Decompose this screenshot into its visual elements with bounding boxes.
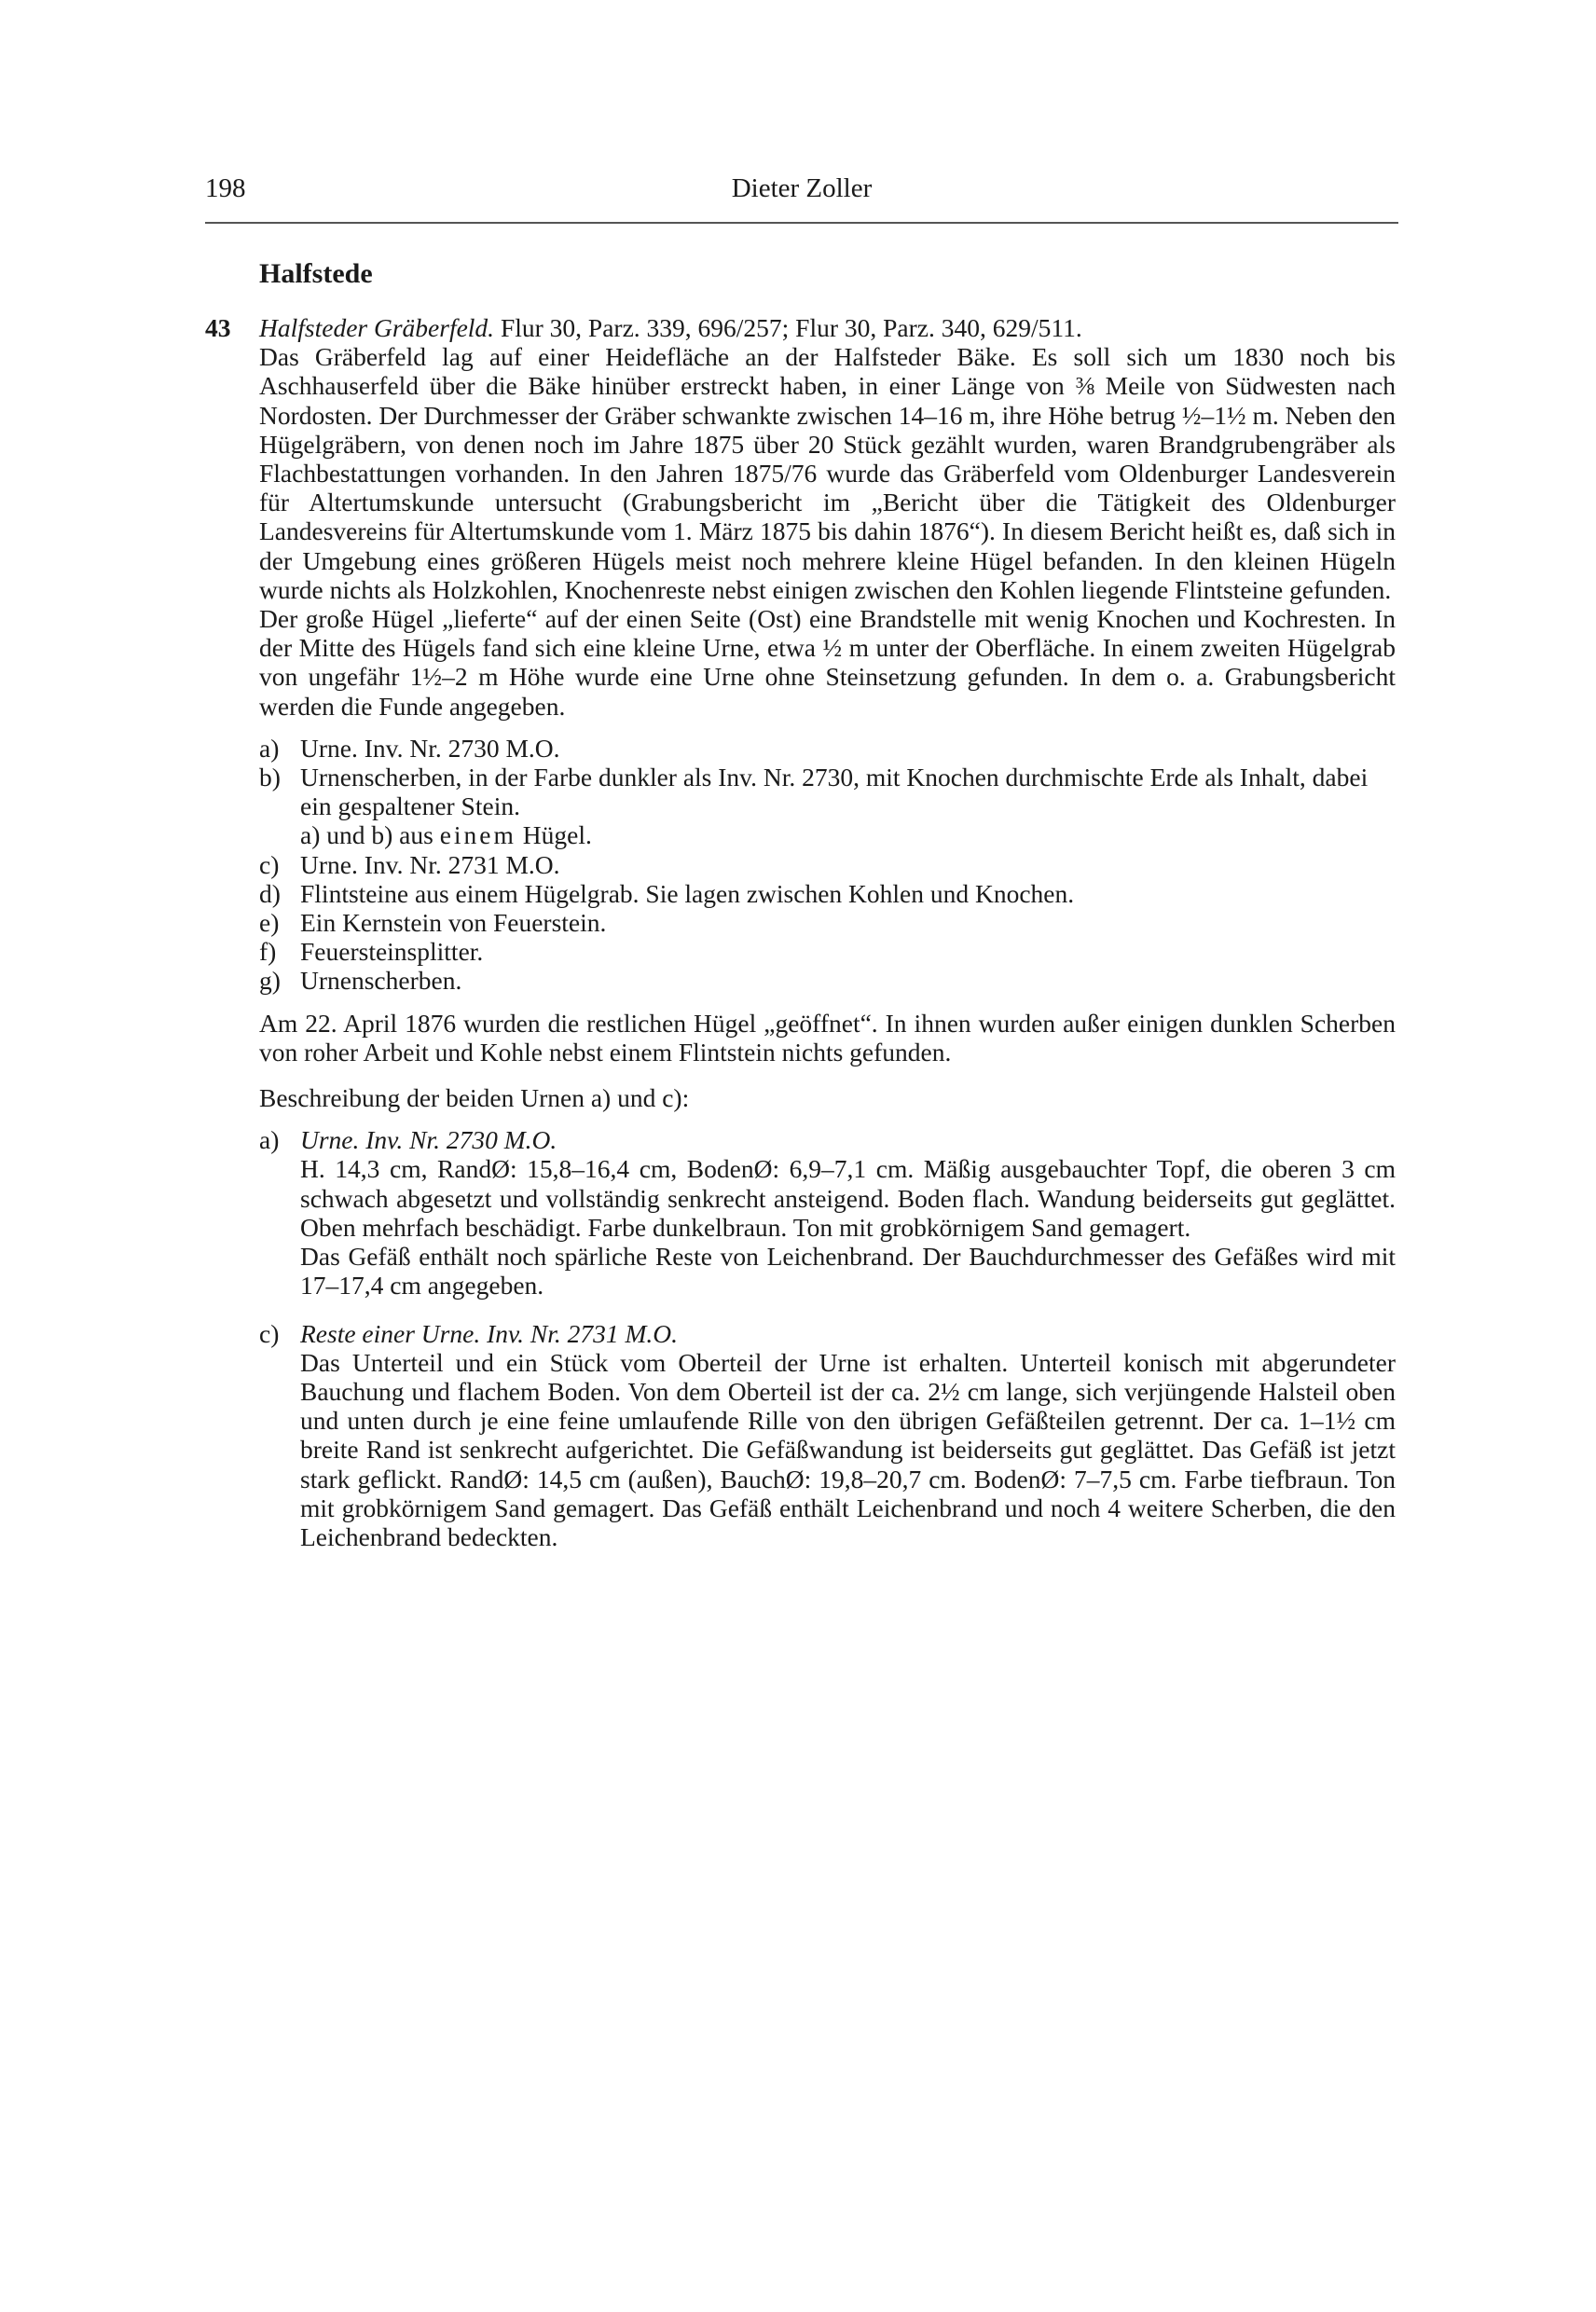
urn-a-note: Das Gefäß enthält noch spärliche Reste von Leichenbrand. Der Bauchdurchmesser des Gefäßes wird mit 17–17,4 cm angegeben. [300, 1242, 1396, 1300]
entry-location: Flur 30, Parz. 339, 696/257; Flur 30, Parz. 340, 629/511. [494, 313, 1082, 342]
urn-description-c: c) Reste einer Urne. Inv. Nr. 2731 M.O. Das Unterteil und ein Stück vom Oberteil der Urne ist erhalten. Unterteil konisch mit abgerundeter Bauchung und flachem Boden. Von dem Oberteil ist der ca. 2½ cm lange, sich verjüngende Halsteil oben und unten durch je eine feine umlaufende Rille von den übrigen Gefäßteilen getrennt. Der ca. 1–1½ cm breite Rand ist senkrecht aufgerichtet. Die Gefäßwandung ist beiderseits gut geglättet. Das Gefäß ist jetzt stark geflickt. RandØ: 14,5 cm (außen), BauchØ: 19,8–20,7 cm. BodenØ: 7–7,5 cm. Farbe tiefbraun. Ton mit grobkörnigem Sand gemagert. Das Gefäß enthält Leichenbrand und noch 4 weitere Scherben, die den Leichenbrand bedeckten. [259, 1318, 1396, 1551]
header-rule [205, 222, 1398, 224]
find-item: e) Ein Kernstein von Feuerstein. [259, 908, 607, 938]
find-item: f) Feuersteinsplitter. [259, 937, 484, 967]
urn-a-text: H. 14,3 cm, RandØ: 15,8–16,4 cm, BodenØ: 6,9–7,1 cm. Mäßig ausgebauchter Topf, die oberen 3 cm schwach abgesetzt und vollständig senkrecht ansteigend. Boden flach. Wandung beiderseits gut geglättet. Oben mehrfach beschädigt. Farbe dunkelbraun. Ton mit grobkörnigem Sand gemagert. [300, 1154, 1396, 1242]
find-item: c) Urne. Inv. Nr. 2731 M.O. [259, 849, 560, 879]
urn-description-a: a) Urne. Inv. Nr. 2730 M.O. H. 14,3 cm, RandØ: 15,8–16,4 cm, BodenØ: 6,9–7,1 cm. Mäßig ausgebauchter Topf, die oberen 3 cm schwach abgesetzt und vollständig senkrecht ansteigend. Boden flach. Wandung beiderseits gut geglättet. Oben mehrfach beschädigt. Farbe dunkelbraun. Ton mit grobkörnigem Sand gemagert. Das Gefäß enthält noch spärliche Reste von Leichenbrand. Der Bauchdurchmesser des Gefäßes wird mit 17–17,4 cm angegeben. [259, 1125, 1396, 1300]
entry-title: Halfsteder Gräberfeld. [259, 313, 495, 342]
finds-list [259, 734, 1396, 996]
find-item: g) Urnenscherben. [259, 966, 462, 996]
running-head-author: Dieter Zoller [731, 173, 873, 203]
find-note: a) und b) aus einem Hügel. [300, 820, 592, 850]
section-heading: Halfstede [259, 258, 373, 289]
urn-a-title: Urne. Inv. Nr. 2730 M.O. [300, 1125, 557, 1155]
paragraph-3: Am 22. April 1876 wurden die restlichen Hügel „geöffnet“. In ihnen wurden außer einigen dunklen Scherben von roher Arbeit und Kohle nebst einem Flintstein nichts gefunden. [259, 1008, 1396, 1067]
paragraph-1: Das Gräberfeld lag auf einer Heidefläche an der Halfsteder Bäke. Es soll sich um 1830 noch bis Aschhauserfeld über die Bäke hinüber erstreckt haben, in einer Länge von ⅜ Meile von Südwesten nach Nordosten. Der Durchmesser der Gräber schwankte zwischen 14–16 m, ihre Höhe betrug ½–1½ m. Neben den Hügelgräbern, von denen noch im Jahre 1875 über 20 Stück gezählt wurden, waren Brandgrubengräber als Flachbestattungen vorhanden. In den Jahren 1875/76 wurde das Gräberfeld vom Oldenburger Landesverein für Altertumskunde untersucht (Grabungsbericht im „Bericht über die Tätigkeit des Oldenburger Landesvereins für Altertumskunde vom 1. März 1875 bis dahin 1876“). In diesem Bericht heißt es, daß sich in der Umgebung eines größeren Hügels meist noch mehrere kleine Hügel befanden. In den kleinen Hügeln wurde nichts als Holzkohlen, Knochenreste nebst einigen zwischen den Kohlen liegende Flintsteine gefunden. [259, 342, 1396, 604]
find-item: b) Urnenscherben, in der Farbe dunkler als Inv. Nr. 2730, mit Knochen durchmischte Erde als Inhalt, dabei ein gespaltener Stein. [259, 763, 1369, 821]
page-number: 198 [205, 173, 246, 203]
paragraph-2: Der große Hügel „lieferte“ auf der einen Seite (Ost) eine Brandstelle mit wenig Knochen und Kochresten. In der Mitte des Hügels fand sich eine kleine Urne, etwa ½ m unter der Oberfläche. In einem zweiten Hügelgrab von ungefähr 1½–2 m Höhe wurde eine Urne ohne Steinsetzung gefunden. In dem o. a. Grabungsbericht werden die Funde angegeben. [259, 604, 1396, 721]
entry-intro [259, 313, 1396, 342]
entry-number: 43 [205, 313, 231, 342]
page-header [205, 173, 1398, 211]
description-intro: Beschreibung der beiden Urnen a) und c): [259, 1083, 690, 1113]
find-item: a) Urne. Inv. Nr. 2730 M.O. [259, 733, 560, 763]
urn-c-text: Das Unterteil und ein Stück vom Oberteil der Urne ist erhalten. Unterteil konisch mit abgerundeter Bauchung und flachem Boden. Von dem Oberteil ist der ca. 2½ cm lange, sich verjüngende Halsteil oben und unten durch je eine feine umlaufende Rille von den übrigen Gefäßteilen getrennt. Der ca. 1–1½ cm breite Rand ist senkrecht aufgerichtet. Die Gefäßwandung ist beiderseits gut geglättet. Das Gefäß ist jetzt stark geflickt. RandØ: 14,5 cm (außen), BauchØ: 19,8–20,7 cm. BodenØ: 7–7,5 cm. Farbe tiefbraun. Ton mit grobkörnigem Sand gemagert. Das Gefäß enthält Leichenbrand und noch 4 weitere Scherben, die den Leichenbrand bedeckten. [300, 1347, 1396, 1551]
find-item: d) Flintsteine aus einem Hügelgrab. Sie lagen zwischen Kohlen und Knochen. [259, 878, 1075, 908]
urn-c-title: Reste einer Urne. Inv. Nr. 2731 M.O. [300, 1318, 679, 1348]
entry-content [205, 313, 1396, 1551]
